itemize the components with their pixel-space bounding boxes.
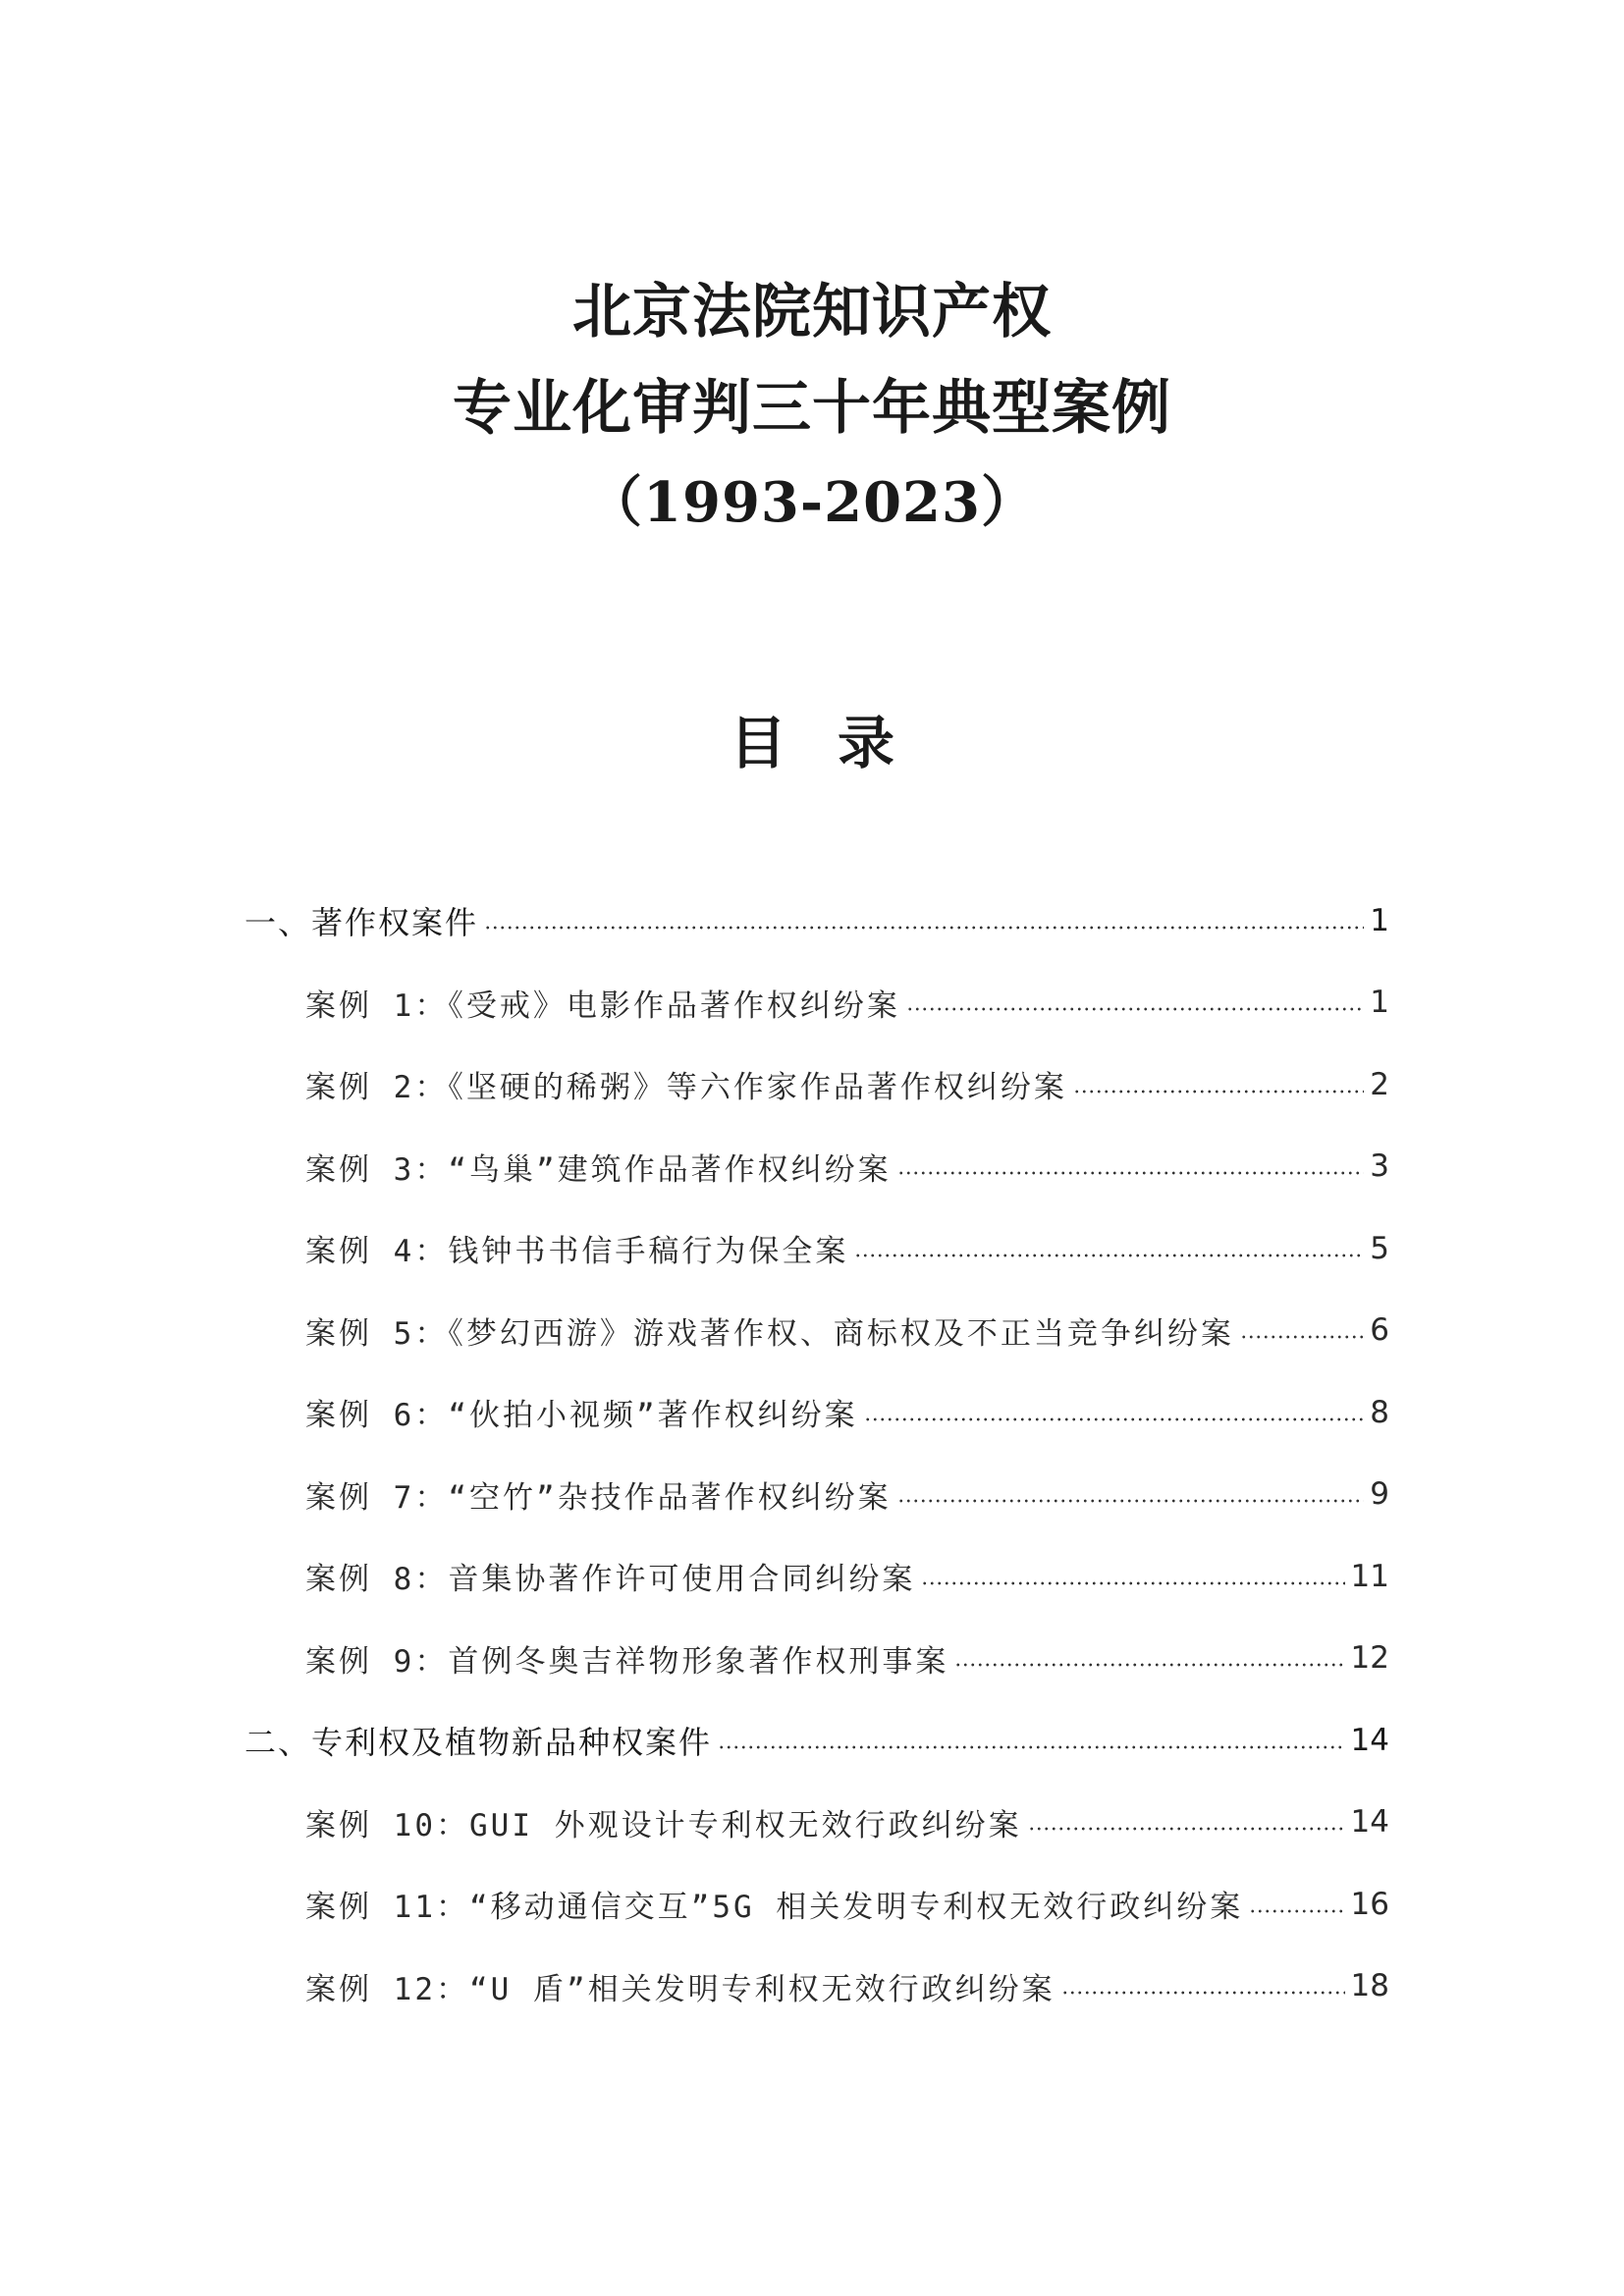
toc-page-number: 9 (1370, 1476, 1389, 1513)
toc-entry-label: 案例 4：钱钟书书信手稿行为保全案 (305, 1234, 849, 1270)
toc-entry-label: 案例 12：“U 盾”相关发明专利权无效行政纠纷案 (305, 1971, 1056, 2007)
toc-entry-label: 一、著作权案件 (244, 903, 479, 941)
toc-section-copyright[interactable] (244, 880, 1389, 962)
toc-entry[interactable] (244, 1782, 1389, 1864)
toc-leader-dots (954, 1663, 1344, 1667)
toc-leader-dots (1240, 1335, 1364, 1339)
toc-page-number: 1 (1370, 985, 1389, 1021)
toc-entry-label: 案例 1：《受戒》电影作品著作权纠纷案 (305, 988, 900, 1024)
toc-entry[interactable] (244, 962, 1389, 1044)
toc-entry[interactable] (244, 1126, 1389, 1208)
toc-entry[interactable] (244, 1863, 1389, 1946)
toc-heading: 目录 (729, 710, 946, 776)
toc-section-patent[interactable] (244, 1699, 1389, 1782)
toc-page-number: 14 (1350, 1804, 1389, 1841)
toc-page-number: 6 (1370, 1312, 1389, 1349)
toc-entry[interactable] (244, 1207, 1389, 1290)
toc-page-number: 3 (1370, 1148, 1389, 1185)
toc-entry[interactable] (244, 1454, 1389, 1536)
toc-leader-dots (906, 1007, 1364, 1011)
toc-page-number: 16 (1350, 1886, 1389, 1922)
toc-leader-dots (921, 1581, 1344, 1585)
document-title-line-1: 北京法院知识产权 (572, 278, 1052, 347)
document-title-years: （1993-2023） (587, 470, 1037, 535)
toc-leader-dots (718, 1745, 1345, 1749)
toc-leader-dots (1028, 1827, 1345, 1831)
toc-entry-label: 案例 3：“鸟巢”建筑作品著作权纠纷案 (305, 1151, 892, 1188)
table-of-contents (244, 880, 1389, 2027)
toc-entry-label: 案例 11：“移动通信交互”5G 相关发明专利权无效行政纠纷案 (305, 1890, 1244, 1926)
toc-entry-label: 案例 6：“伙拍小视频”著作权纠纷案 (305, 1398, 858, 1434)
toc-entry[interactable] (244, 1946, 1389, 2028)
toc-leader-dots (864, 1417, 1364, 1421)
toc-leader-dots (484, 926, 1364, 930)
toc-page-number: 1 (1370, 902, 1389, 938)
toc-page-number: 8 (1370, 1394, 1389, 1430)
toc-entry[interactable] (244, 1290, 1389, 1372)
toc-leader-dots (854, 1254, 1364, 1257)
toc-page-number: 14 (1350, 1722, 1389, 1758)
toc-page-number: 5 (1370, 1230, 1389, 1266)
toc-entry-label: 案例 2：《坚硬的稀粥》等六作家作品著作权纠纷案 (305, 1070, 1067, 1106)
toc-entry-label: 案例 9：首例冬奥吉祥物形象著作权刑事案 (305, 1643, 949, 1680)
toc-page-number: 2 (1370, 1066, 1389, 1102)
toc-leader-dots (1061, 1991, 1345, 1995)
toc-entry[interactable] (244, 1371, 1389, 1454)
toc-entry[interactable] (244, 1043, 1389, 1126)
toc-entry-label: 案例 8：音集协著作许可使用合同纠纷案 (305, 1562, 916, 1598)
toc-entry-label: 案例 5：《梦幻西游》游戏著作权、商标权及不正当竞争纠纷案 (305, 1315, 1234, 1352)
toc-entry[interactable] (244, 1535, 1389, 1618)
toc-page-number: 18 (1350, 1968, 1389, 2004)
document-title-line-2: 专业化审判三十年典型案例 (453, 374, 1171, 443)
toc-entry-label: 二、专利权及植物新品种权案件 (244, 1723, 713, 1761)
toc-leader-dots (1073, 1090, 1364, 1094)
toc-page-number: 11 (1350, 1558, 1389, 1594)
toc-entry-label: 案例 10：GUI 外观设计专利权无效行政纠纷案 (305, 1807, 1022, 1843)
toc-page-number: 12 (1350, 1640, 1389, 1677)
toc-leader-dots (897, 1171, 1364, 1175)
toc-entry-label: 案例 7：“空竹”杂技作品著作权纠纷案 (305, 1479, 892, 1516)
toc-entry[interactable] (244, 1618, 1389, 1700)
toc-leader-dots (1249, 1909, 1344, 1913)
toc-leader-dots (897, 1499, 1364, 1503)
